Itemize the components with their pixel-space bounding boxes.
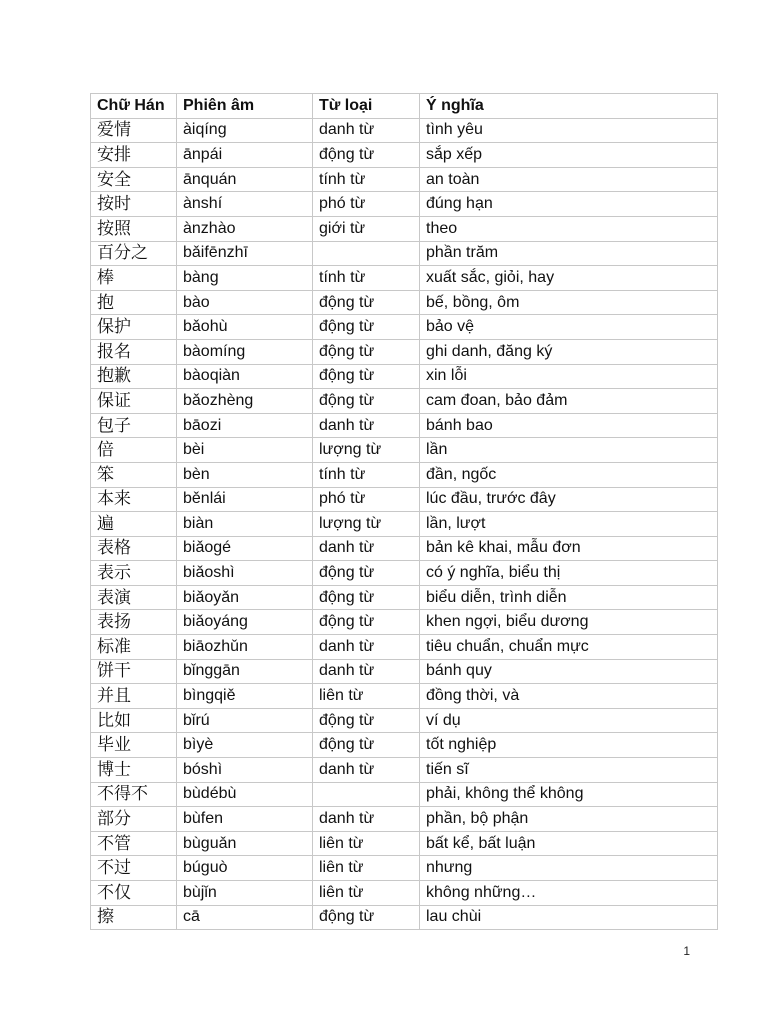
table-row: [91, 167, 718, 192]
cell-meaning: nhưng: [420, 856, 718, 881]
cell-meaning: phần trăm: [420, 241, 718, 266]
table-body: [91, 118, 718, 930]
cell-meaning: sắp xếp: [420, 143, 718, 168]
cell-word-type: danh từ: [313, 659, 420, 684]
cell-word-type: danh từ: [313, 413, 420, 438]
cell-word-type: động từ: [313, 905, 420, 930]
cell-pinyin: ānpái: [177, 143, 313, 168]
cell-meaning: lau chùi: [420, 905, 718, 930]
table-row: [91, 512, 718, 537]
cell-chinese: 表演: [91, 585, 177, 610]
cell-chinese: 安全: [91, 167, 177, 192]
cell-pinyin: bùjǐn: [177, 881, 313, 906]
cell-meaning: phải, không thể không: [420, 782, 718, 807]
cell-word-type: tính từ: [313, 462, 420, 487]
table-row: [91, 782, 718, 807]
cell-word-type: động từ: [313, 733, 420, 758]
cell-meaning: ghi danh, đăng ký: [420, 339, 718, 364]
cell-pinyin: bìyè: [177, 733, 313, 758]
table-row: [91, 364, 718, 389]
cell-word-type: phó từ: [313, 192, 420, 217]
table-row: [91, 339, 718, 364]
cell-chinese: 保护: [91, 315, 177, 340]
cell-word-type: động từ: [313, 708, 420, 733]
column-header-chinese: Chữ Hán: [91, 94, 177, 119]
cell-meaning: phần, bộ phận: [420, 807, 718, 832]
cell-word-type: liên từ: [313, 684, 420, 709]
cell-meaning: cam đoan, bảo đảm: [420, 389, 718, 414]
cell-word-type: động từ: [313, 364, 420, 389]
cell-chinese: 抱歉: [91, 364, 177, 389]
cell-chinese: 遍: [91, 512, 177, 537]
cell-chinese: 博士: [91, 758, 177, 783]
cell-chinese: 标准: [91, 635, 177, 660]
cell-chinese: 安排: [91, 143, 177, 168]
cell-chinese: 爱情: [91, 118, 177, 143]
table-row: [91, 856, 718, 881]
cell-chinese: 保证: [91, 389, 177, 414]
table-row: [91, 831, 718, 856]
table-row: [91, 610, 718, 635]
cell-chinese: 抱: [91, 290, 177, 315]
cell-word-type: liên từ: [313, 856, 420, 881]
cell-meaning: theo: [420, 216, 718, 241]
cell-word-type: liên từ: [313, 881, 420, 906]
cell-word-type: tính từ: [313, 167, 420, 192]
cell-pinyin: biàn: [177, 512, 313, 537]
cell-word-type: động từ: [313, 389, 420, 414]
cell-meaning: bản kê khai, mẫu đơn: [420, 536, 718, 561]
cell-pinyin: běnlái: [177, 487, 313, 512]
table-row: [91, 659, 718, 684]
cell-pinyin: bǎohù: [177, 315, 313, 340]
cell-chinese: 不过: [91, 856, 177, 881]
table-row: [91, 758, 718, 783]
table-row: [91, 733, 718, 758]
table-row: [91, 413, 718, 438]
cell-meaning: bảo vệ: [420, 315, 718, 340]
cell-chinese: 毕业: [91, 733, 177, 758]
table-row: [91, 807, 718, 832]
column-header-meaning: Ý nghĩa: [420, 94, 718, 119]
table-row: [91, 192, 718, 217]
cell-meaning: tốt nghiệp: [420, 733, 718, 758]
cell-pinyin: bìngqiě: [177, 684, 313, 709]
cell-word-type: động từ: [313, 610, 420, 635]
table-row: [91, 905, 718, 930]
cell-word-type: danh từ: [313, 635, 420, 660]
cell-pinyin: bàoqiàn: [177, 364, 313, 389]
cell-meaning: bế, bồng, ôm: [420, 290, 718, 315]
table-row: [91, 585, 718, 610]
cell-pinyin: àiqíng: [177, 118, 313, 143]
table-row: [91, 241, 718, 266]
cell-pinyin: bāozi: [177, 413, 313, 438]
table-row: [91, 216, 718, 241]
table-row: [91, 290, 718, 315]
column-header-pinyin: Phiên âm: [177, 94, 313, 119]
table-row: [91, 266, 718, 291]
cell-pinyin: bèn: [177, 462, 313, 487]
column-header-word-type: Từ loại: [313, 94, 420, 119]
cell-meaning: bánh quy: [420, 659, 718, 684]
cell-meaning: có ý nghĩa, biểu thị: [420, 561, 718, 586]
cell-word-type: động từ: [313, 143, 420, 168]
table-row: [91, 708, 718, 733]
cell-meaning: tiêu chuẩn, chuẩn mực: [420, 635, 718, 660]
cell-pinyin: bǎozhèng: [177, 389, 313, 414]
header-row: [91, 94, 718, 119]
cell-pinyin: biǎoshì: [177, 561, 313, 586]
cell-pinyin: bèi: [177, 438, 313, 463]
cell-chinese: 按照: [91, 216, 177, 241]
cell-chinese: 饼干: [91, 659, 177, 684]
cell-pinyin: bùguǎn: [177, 831, 313, 856]
cell-chinese: 表示: [91, 561, 177, 586]
cell-word-type: danh từ: [313, 536, 420, 561]
cell-chinese: 按时: [91, 192, 177, 217]
cell-word-type: giới từ: [313, 216, 420, 241]
cell-pinyin: bǐnggān: [177, 659, 313, 684]
cell-meaning: xuất sắc, giỏi, hay: [420, 266, 718, 291]
cell-word-type: động từ: [313, 315, 420, 340]
cell-meaning: đúng hạn: [420, 192, 718, 217]
cell-chinese: 报名: [91, 339, 177, 364]
cell-meaning: lần, lượt: [420, 512, 718, 537]
cell-meaning: bất kể, bất luận: [420, 831, 718, 856]
table-row: [91, 315, 718, 340]
table-row: [91, 536, 718, 561]
cell-meaning: tình yêu: [420, 118, 718, 143]
table-row: [91, 487, 718, 512]
cell-chinese: 笨: [91, 462, 177, 487]
cell-word-type: liên từ: [313, 831, 420, 856]
cell-chinese: 表格: [91, 536, 177, 561]
cell-meaning: xin lỗi: [420, 364, 718, 389]
cell-meaning: lúc đầu, trước đây: [420, 487, 718, 512]
vocabulary-table: [90, 93, 718, 930]
cell-chinese: 部分: [91, 807, 177, 832]
cell-word-type: lượng từ: [313, 512, 420, 537]
cell-pinyin: ànzhào: [177, 216, 313, 241]
cell-meaning: đần, ngốc: [420, 462, 718, 487]
table-row: [91, 438, 718, 463]
cell-word-type: danh từ: [313, 118, 420, 143]
cell-chinese: 包子: [91, 413, 177, 438]
cell-word-type: danh từ: [313, 807, 420, 832]
cell-word-type: phó từ: [313, 487, 420, 512]
cell-chinese: 倍: [91, 438, 177, 463]
table-row: [91, 635, 718, 660]
cell-pinyin: bào: [177, 290, 313, 315]
table-row: [91, 881, 718, 906]
cell-pinyin: bàng: [177, 266, 313, 291]
cell-pinyin: bǎifēnzhī: [177, 241, 313, 266]
cell-word-type: động từ: [313, 561, 420, 586]
cell-meaning: đồng thời, và: [420, 684, 718, 709]
cell-pinyin: bàomíng: [177, 339, 313, 364]
table-row: [91, 462, 718, 487]
table-row: [91, 389, 718, 414]
cell-chinese: 表扬: [91, 610, 177, 635]
cell-meaning: biểu diễn, trình diễn: [420, 585, 718, 610]
cell-word-type: [313, 782, 420, 807]
cell-word-type: lượng từ: [313, 438, 420, 463]
cell-chinese: 本来: [91, 487, 177, 512]
table-row: [91, 561, 718, 586]
table-row: [91, 143, 718, 168]
cell-pinyin: biāozhǔn: [177, 635, 313, 660]
cell-pinyin: biǎoyǎn: [177, 585, 313, 610]
cell-pinyin: biǎoyáng: [177, 610, 313, 635]
cell-pinyin: búguò: [177, 856, 313, 881]
cell-chinese: 百分之: [91, 241, 177, 266]
cell-chinese: 并且: [91, 684, 177, 709]
table-row: [91, 684, 718, 709]
cell-meaning: ví dụ: [420, 708, 718, 733]
cell-pinyin: bóshì: [177, 758, 313, 783]
cell-pinyin: ànshí: [177, 192, 313, 217]
cell-pinyin: biǎogé: [177, 536, 313, 561]
cell-word-type: danh từ: [313, 758, 420, 783]
cell-pinyin: cā: [177, 905, 313, 930]
cell-pinyin: bùdébù: [177, 782, 313, 807]
cell-word-type: tính từ: [313, 266, 420, 291]
cell-pinyin: bǐrú: [177, 708, 313, 733]
cell-meaning: lần: [420, 438, 718, 463]
cell-chinese: 不仅: [91, 881, 177, 906]
cell-chinese: 比如: [91, 708, 177, 733]
cell-pinyin: ānquán: [177, 167, 313, 192]
cell-meaning: an toàn: [420, 167, 718, 192]
cell-pinyin: bùfen: [177, 807, 313, 832]
cell-meaning: bánh bao: [420, 413, 718, 438]
cell-word-type: động từ: [313, 290, 420, 315]
cell-chinese: 不管: [91, 831, 177, 856]
cell-meaning: khen ngợi, biểu dương: [420, 610, 718, 635]
cell-meaning: không những…: [420, 881, 718, 906]
table-row: [91, 118, 718, 143]
cell-meaning: tiến sĩ: [420, 758, 718, 783]
cell-chinese: 擦: [91, 905, 177, 930]
cell-word-type: động từ: [313, 585, 420, 610]
table-header: [91, 94, 718, 119]
cell-chinese: 棒: [91, 266, 177, 291]
cell-chinese: 不得不: [91, 782, 177, 807]
cell-word-type: động từ: [313, 339, 420, 364]
page-number: 1: [683, 944, 690, 958]
cell-word-type: [313, 241, 420, 266]
